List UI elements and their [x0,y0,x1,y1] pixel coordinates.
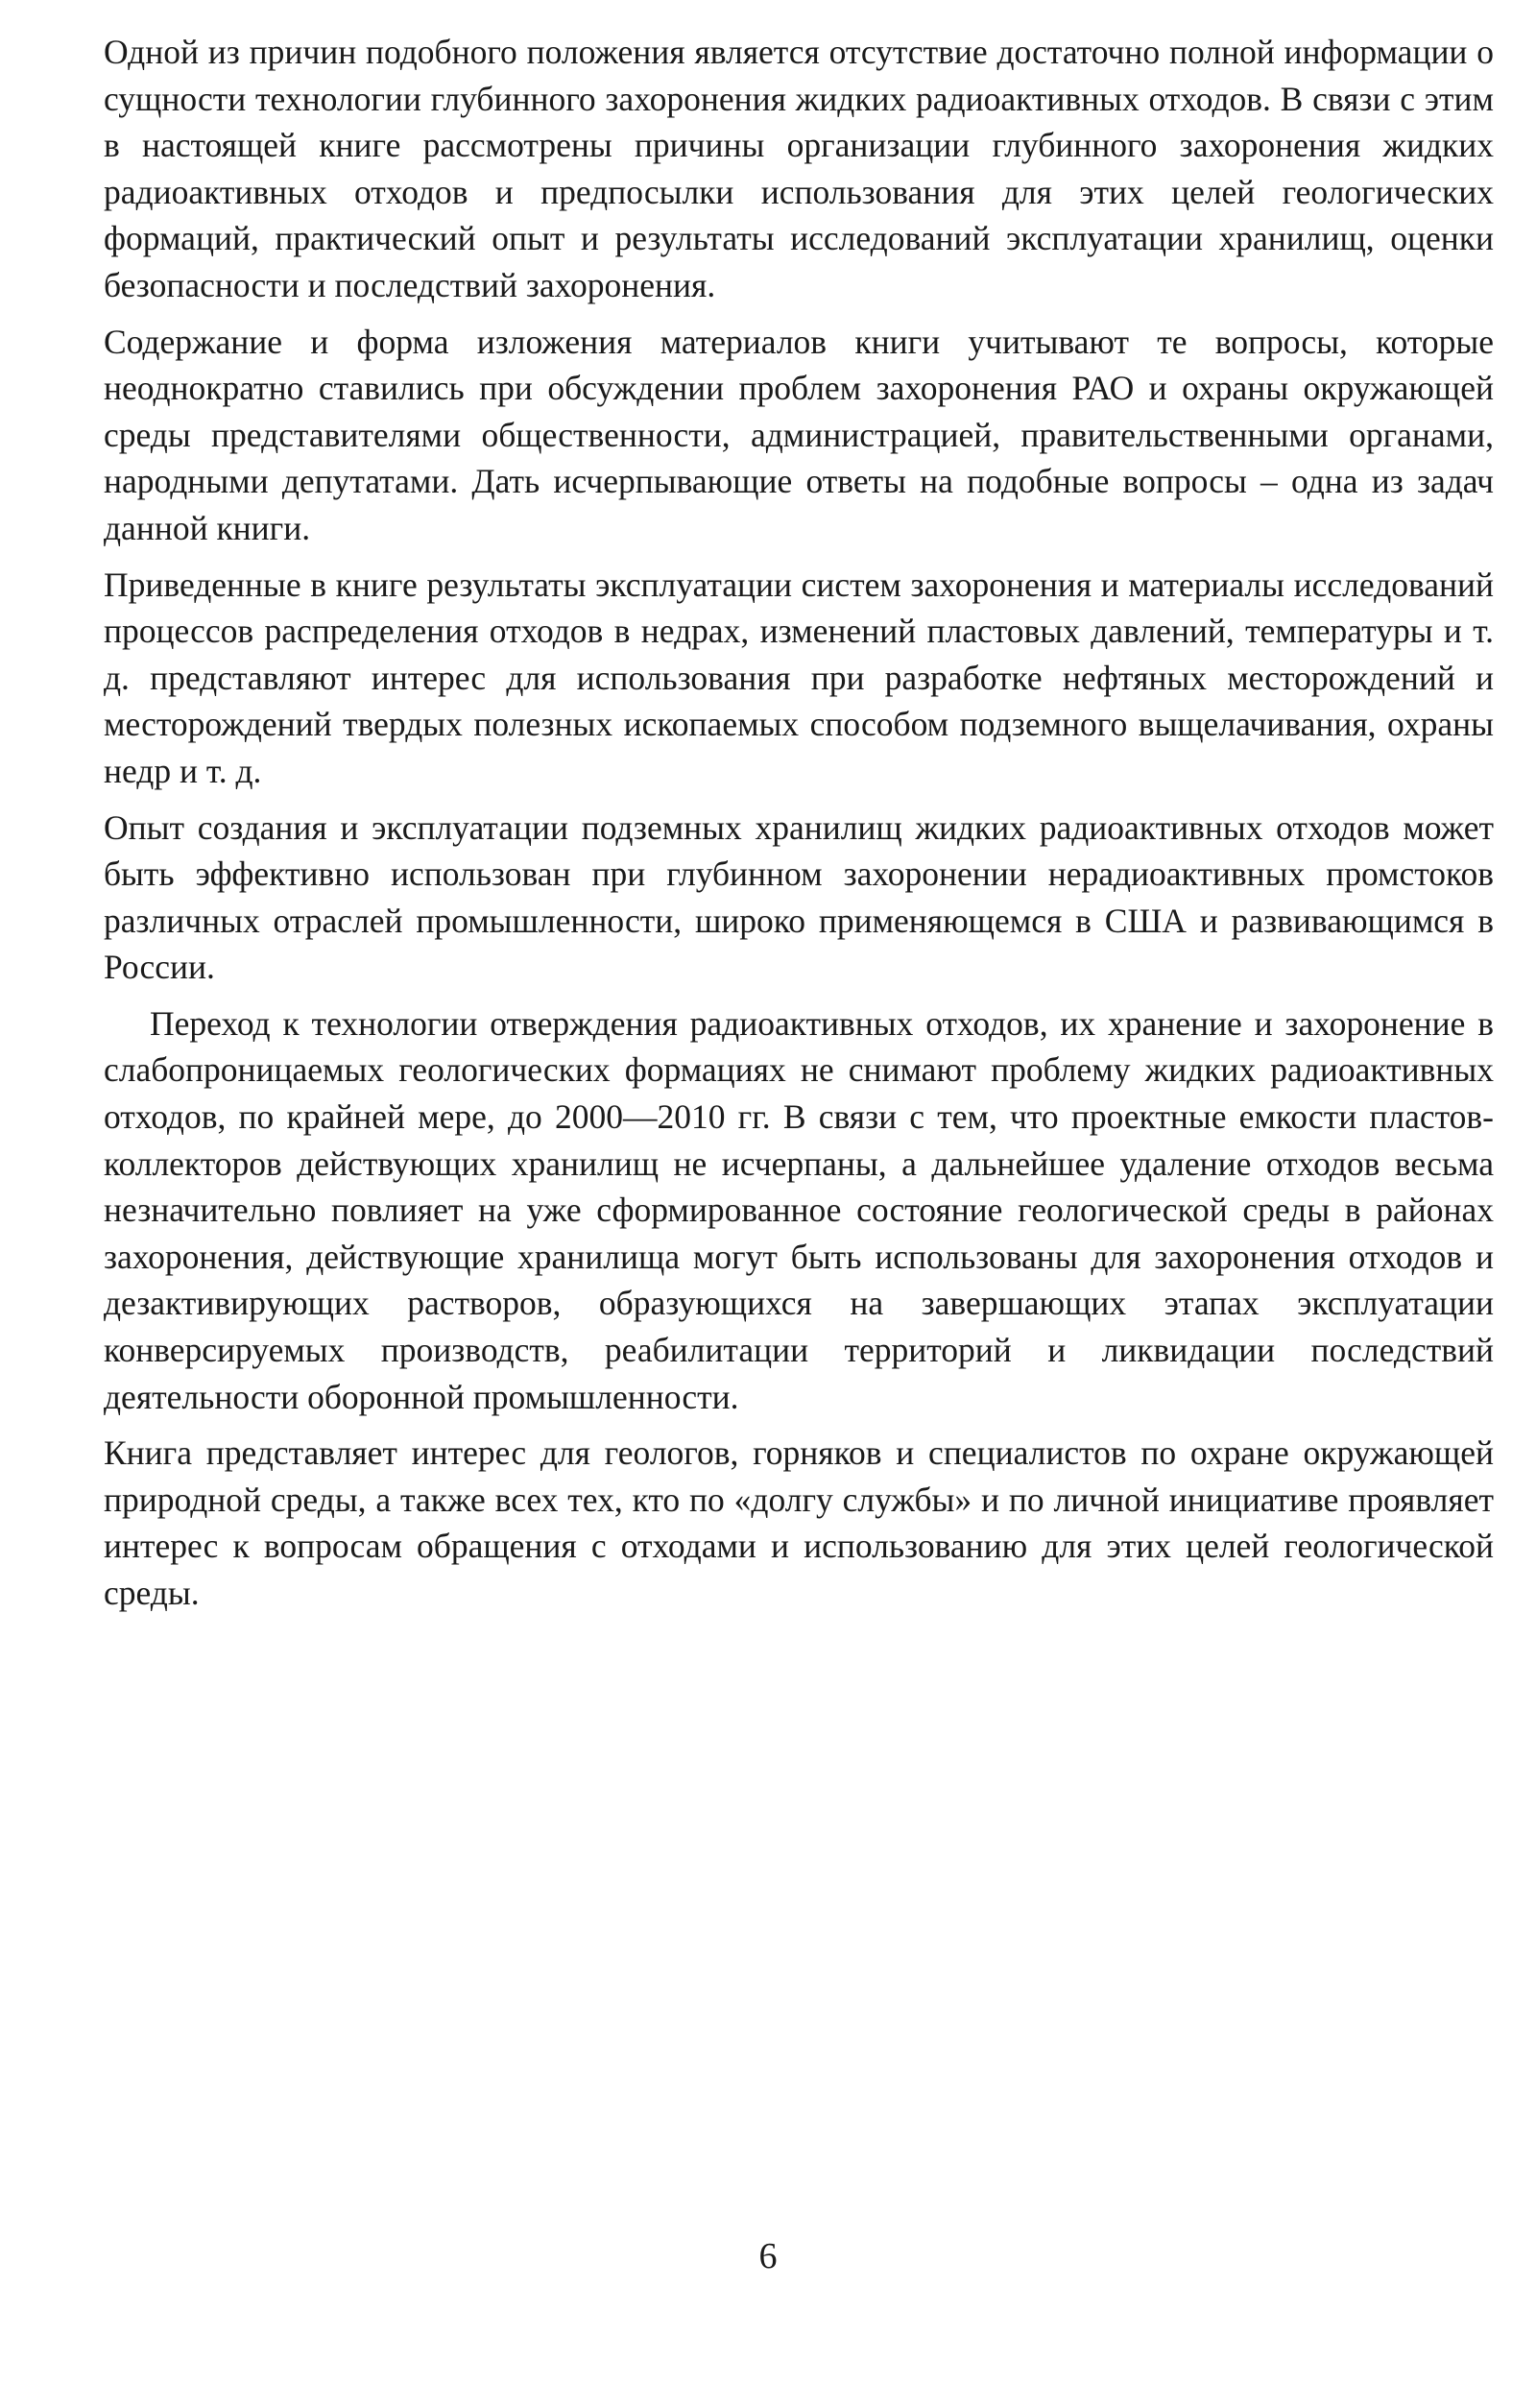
paragraph-5: Переход к технологии отверждения радиоактивных отходов, их хранение и захоронение в слабопроницаемых геологических формациях не снимают проблему жидких радиоактивных отходов, по крайней мере, до 2000—2010 гг. В связи с тем, что проектные емкости пластов-коллекторов действующих хранилищ не исчерпаны, а дальнейшее удаление отходов весьма незначительно повлияет на уже сформированное состояние геологической среды в районах захоронения, действующие хранилища могут быть использованы для захоронения отходов и дезактивирующих растворов, образующихся на завершающих этапах эксплуатации конверсируемых производств, реабилитации территорий и ликвидации последствий деятельности оборонной промышленности. [104,1003,1494,1416]
paragraph-1: Одной из причин подобного положения является отсутствие достаточно полной информации о сущности технологии глубинного захоронения жидких радиоактивных отходов. В связи с этим в настоящей книге рассмотрены причины организации глубинного захоронения жидких радиоактивных отходов и предпосылки использования для этих целей геологических формаций, практический опыт и результаты исследований эксплуатации хранилищ, оценки безопасности и последствий захоронения. [104,33,1494,304]
paragraph-3: Приведенные в книге результаты эксплуатации систем захоронения и материалы исследований процессов распределения отходов в недрах, изменений пластовых давлений, температуры и т. д. представляют интерес для использования при разработке нефтяных месторождений и месторождений твердых полезных ископаемых способом подземного выщелачивания, охраны недр и т. д. [104,565,1494,790]
paragraph-6: Книга представляет интерес для геологов, горняков и специалистов по охране окружающей природной среды, а также всех тех, кто по «долгу службы» и по личной инициативе проявляет интерес к вопросам обращения с отходами и использованию для этих целей геологической среды. [104,1433,1494,1612]
paragraph-4: Опыт создания и эксплуатации подземных хранилищ жидких радиоактивных отходов может быть эффективно использован при глубинном захоронении нерадиоактивных промстоков различных отраслей промышленности, широко применяющемся в США и развивающимся в России. [104,807,1494,987]
body-text [104,29,1494,1626]
paragraph-2: Содержание и форма изложения материалов книги учитывают те вопросы, которые неоднократно ставились при обсуждении проблем захоронения РАО и охраны окружающей среды представителями общественности, администрацией, правительственными органами, народными депутатами. Дать исчерпывающие ответы на подобные вопросы – одна из задач данной книги. [104,322,1494,547]
page-number: 6 [758,2236,778,2276]
